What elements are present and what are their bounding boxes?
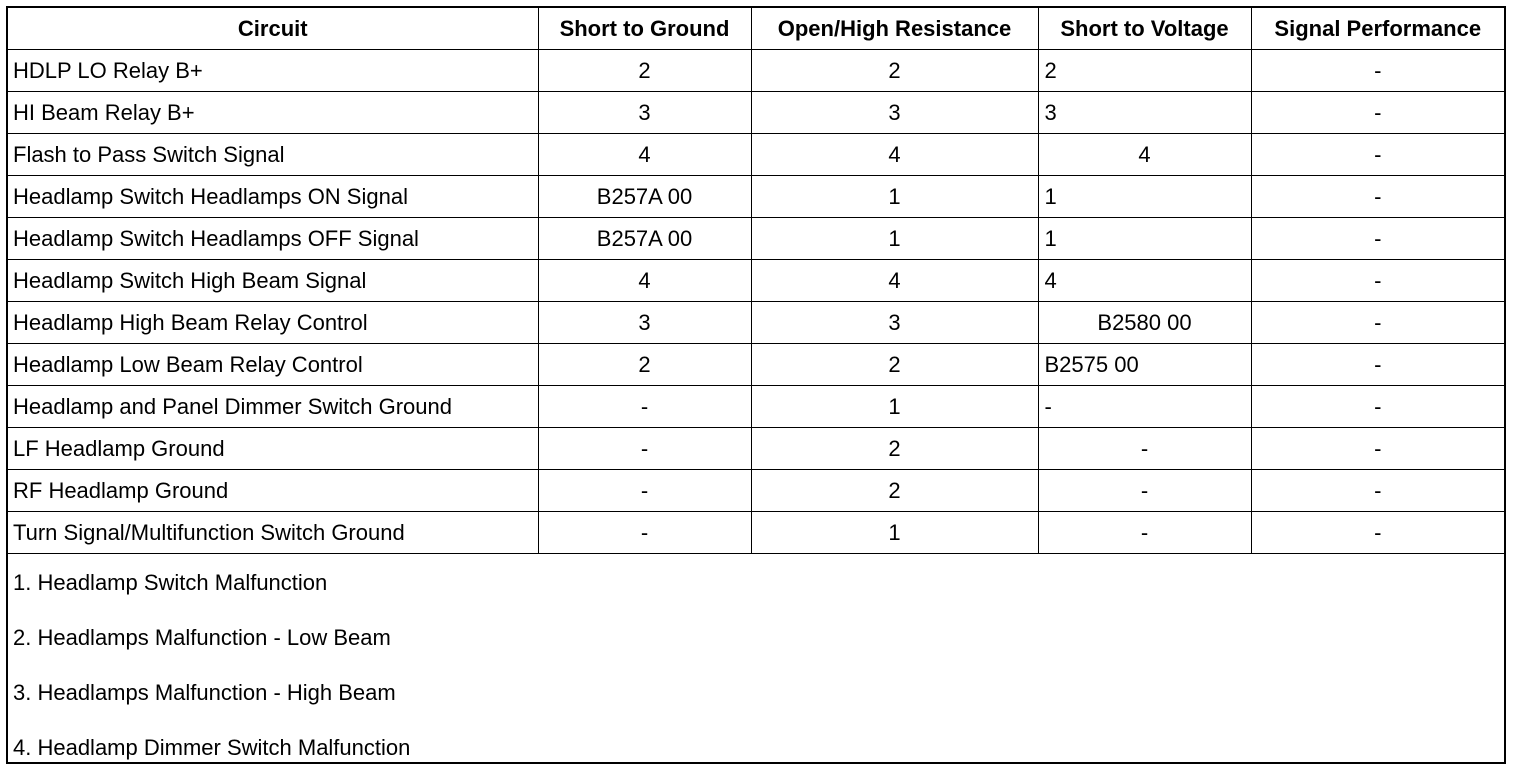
circuit-cell: Headlamp Low Beam Relay Control	[8, 344, 538, 386]
footnote-4: 4. Headlamp Dimmer Switch Malfunction	[13, 735, 411, 760]
table-row	[8, 428, 1504, 470]
short-to-voltage-cell: 4	[1038, 134, 1251, 176]
table-row	[8, 512, 1504, 554]
table-row	[8, 92, 1504, 134]
short-to-ground-cell: 3	[538, 92, 751, 134]
header-row	[8, 8, 1504, 50]
short-to-ground-cell: 4	[538, 260, 751, 302]
table-row	[8, 134, 1504, 176]
short-to-ground-cell: -	[538, 386, 751, 428]
circuit-cell: Headlamp and Panel Dimmer Switch Ground	[8, 386, 538, 428]
footnote-2: 2. Headlamps Malfunction - Low Beam	[13, 625, 391, 650]
short-to-ground-cell: -	[538, 470, 751, 512]
table-row	[8, 218, 1504, 260]
circuit-cell: Flash to Pass Switch Signal	[8, 134, 538, 176]
short-to-ground-cell: 3	[538, 302, 751, 344]
short-to-ground-cell: 2	[538, 50, 751, 92]
open-high-resistance-cell: 3	[751, 92, 1038, 134]
short-to-ground-cell: 2	[538, 344, 751, 386]
signal-performance-cell: -	[1251, 50, 1504, 92]
circuit-cell: Turn Signal/Multifunction Switch Ground	[8, 512, 538, 554]
signal-performance-cell: -	[1251, 344, 1504, 386]
circuit-cell: Headlamp Switch High Beam Signal	[8, 260, 538, 302]
table-row	[8, 302, 1504, 344]
table-row	[8, 176, 1504, 218]
short-to-voltage-cell: B2580 00	[1038, 302, 1251, 344]
header-short-to-voltage: Short to Voltage	[1038, 8, 1251, 50]
short-to-voltage-cell: -	[1038, 428, 1251, 470]
circuit-cell: RF Headlamp Ground	[8, 470, 538, 512]
header-short-to-ground: Short to Ground	[538, 8, 751, 50]
dtc-table-frame	[6, 6, 1506, 764]
footnote-3: 3. Headlamps Malfunction - High Beam	[13, 680, 396, 705]
footnote-1: 1. Headlamp Switch Malfunction	[13, 570, 328, 595]
signal-performance-cell: -	[1251, 176, 1504, 218]
short-to-ground-cell: -	[538, 428, 751, 470]
short-to-voltage-cell: -	[1038, 386, 1251, 428]
signal-performance-cell: -	[1251, 428, 1504, 470]
short-to-ground-cell: B257A 00	[538, 218, 751, 260]
table-row	[8, 470, 1504, 512]
short-to-voltage-cell: -	[1038, 512, 1251, 554]
signal-performance-cell: -	[1251, 218, 1504, 260]
short-to-voltage-cell: B2575 00	[1038, 344, 1251, 386]
short-to-voltage-cell: 4	[1038, 260, 1251, 302]
header-circuit: Circuit	[8, 8, 538, 50]
open-high-resistance-cell: 1	[751, 218, 1038, 260]
circuit-dtc-table	[8, 8, 1504, 554]
signal-performance-cell: -	[1251, 302, 1504, 344]
short-to-voltage-cell: 1	[1038, 176, 1251, 218]
signal-performance-cell: -	[1251, 260, 1504, 302]
signal-performance-cell: -	[1251, 470, 1504, 512]
circuit-cell: Headlamp Switch Headlamps OFF Signal	[8, 218, 538, 260]
signal-performance-cell: -	[1251, 134, 1504, 176]
open-high-resistance-cell: 2	[751, 50, 1038, 92]
circuit-cell: LF Headlamp Ground	[8, 428, 538, 470]
table-row	[8, 50, 1504, 92]
open-high-resistance-cell: 2	[751, 344, 1038, 386]
circuit-cell: Headlamp High Beam Relay Control	[8, 302, 538, 344]
signal-performance-cell: -	[1251, 92, 1504, 134]
table-row	[8, 260, 1504, 302]
short-to-ground-cell: 4	[538, 134, 751, 176]
open-high-resistance-cell: 1	[751, 176, 1038, 218]
open-high-resistance-cell: 3	[751, 302, 1038, 344]
open-high-resistance-cell: 2	[751, 470, 1038, 512]
open-high-resistance-cell: 1	[751, 386, 1038, 428]
circuit-cell: Headlamp Switch Headlamps ON Signal	[8, 176, 538, 218]
header-signal-performance: Signal Performance	[1251, 8, 1504, 50]
signal-performance-cell: -	[1251, 512, 1504, 554]
short-to-ground-cell: -	[538, 512, 751, 554]
table-row	[8, 386, 1504, 428]
open-high-resistance-cell: 4	[751, 134, 1038, 176]
table-row	[8, 344, 1504, 386]
open-high-resistance-cell: 2	[751, 428, 1038, 470]
short-to-voltage-cell: 1	[1038, 218, 1251, 260]
circuit-cell: HI Beam Relay B+	[8, 92, 538, 134]
header-open-high-resistance: Open/High Resistance	[751, 8, 1038, 50]
short-to-ground-cell: B257A 00	[538, 176, 751, 218]
short-to-voltage-cell: 3	[1038, 92, 1251, 134]
circuit-cell: HDLP LO Relay B+	[8, 50, 538, 92]
short-to-voltage-cell: -	[1038, 470, 1251, 512]
signal-performance-cell: -	[1251, 386, 1504, 428]
short-to-voltage-cell: 2	[1038, 50, 1251, 92]
open-high-resistance-cell: 1	[751, 512, 1038, 554]
open-high-resistance-cell: 4	[751, 260, 1038, 302]
